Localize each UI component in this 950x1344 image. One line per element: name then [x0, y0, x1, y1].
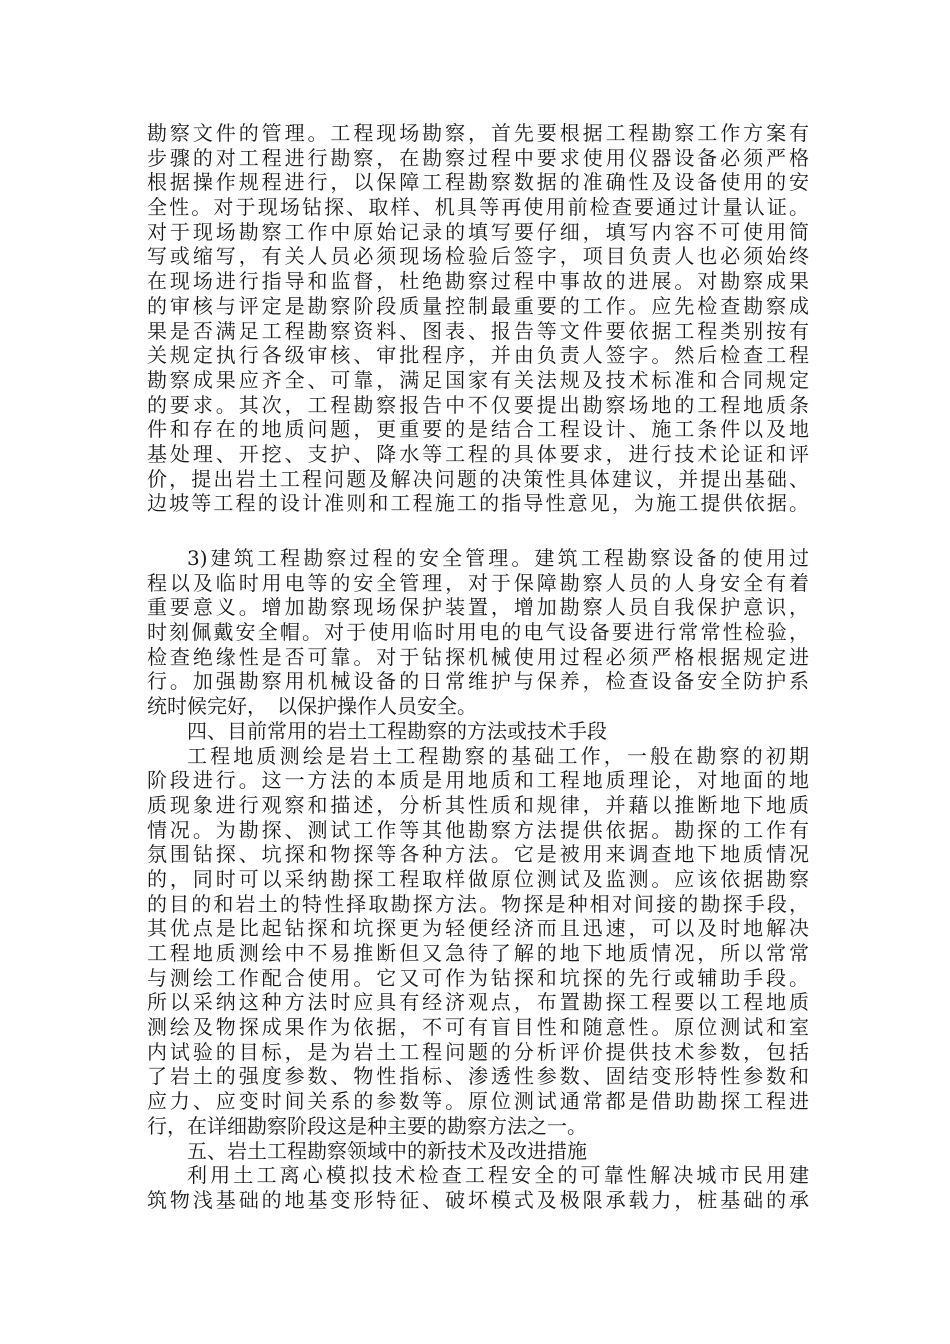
text-line: 质现象进行观察和描述，分析其性质和规律，并藉以推断地下地质: [147, 792, 809, 817]
text-line: 所以采纳这种方法时应具有经济观点，布置勘探工程要以工程地质: [147, 990, 809, 1015]
document-body-continued: [147, 546, 809, 1213]
text-line: 时刻佩戴安全帽。对于使用临时用电的电气设备要进行常常性检验，: [147, 620, 809, 645]
text-line: 筑物浅基础的地基变形特征、破坏模式及极限承载力，桩基础的承: [147, 1187, 809, 1212]
text-line: 写或缩写，有关人员必须现场检验后签字，项目负责人也必须始终: [147, 244, 809, 269]
text-line: 3)建筑工程勘察过程的安全管理。建筑工程勘察设备的使用过: [187, 546, 809, 570]
section-heading-4: 四、目前常用的岩土工程勘察的方法或技术手段: [187, 718, 607, 743]
text-line: 关规定执行各级审核、审批程序，并由负责人签字。然后检查工程: [147, 343, 809, 368]
text-line: 行。加强勘察用机械设备的日常维护与保养，检查设备安全防护系: [147, 669, 809, 694]
text-line: 程以及临时用电等的安全管理，对于保障勘察人员的人身安全有着: [147, 570, 809, 595]
text-line: 重要意义。增加勘察现场保护装置，增加勘察人员自我保护意识，: [147, 595, 809, 620]
text-line: 的目的和岩土的特性择取勘探方法。物探是种相对间接的勘探手段，: [147, 891, 809, 916]
text-line: 的，同时可以采纳勘探工程取样做原位测试及监测。应该依据勘察: [147, 866, 809, 891]
text-line: 边坡等工程的设计准则和工程施工的指导性意见，为施工提供依据。: [147, 491, 809, 516]
text-line: 测绘及物探成果作为依据，不可有盲目性和随意性。原位测试和室: [147, 1015, 809, 1040]
text-line: 与测绘工作配合使用。它又可作为钻探和坑探的先行或辅助手段。: [147, 965, 809, 990]
text-line: 对于现场勘察工作中原始记录的填写要仔细，填写内容不可使用简: [147, 219, 809, 244]
text-line: 勘察文件的管理。工程现场勘察，首先要根据工程勘察工作方案有: [147, 121, 809, 145]
text-line: 阶段进行。这一方法的本质是用地质和工程地质理论，对地面的地: [147, 768, 809, 793]
text-line: 的要求。其次，工程勘察报告中不仅要提出勘察场地的工程地质条: [147, 392, 809, 417]
text-line: 统时候完好， 以保护操作人员安全。: [147, 694, 477, 719]
text-line: 果是否满足工程勘察资料、图表、报告等文件要依据工程类别按有: [147, 318, 809, 343]
text-line: 价，提出岩土工程问题及解决问题的决策性具体建议，并提出基础、: [147, 466, 809, 491]
text-line: 情况。为勘探、测试工作等其他勘察方法提供依据。勘探的工作有: [147, 817, 809, 842]
text-line: 在现场进行指导和监督，杜绝勘察过程中事故的进展。对勘察成果: [147, 269, 809, 294]
text-line: 工程地质测绘是岩土工程勘察的基础工作，一般在勘察的初期: [187, 743, 809, 768]
text-line: 工程地质测绘中不易推断但又急待了解的地下地质情况，所以常常: [147, 941, 809, 965]
text-line: 全性。对于现场钻探、取样、机具等再使用前检查要通过计量认证。: [147, 195, 809, 220]
section-heading-5: 五、岩土工程勘察领域中的新技术及改进措施: [187, 1138, 587, 1163]
text-line: 件和存在的地质问题，更重要的是结合工程设计、施工条件以及地: [147, 417, 809, 442]
text-line: 基处理、开挖、支护、降水等工程的具体要求，进行技术论证和评: [147, 441, 809, 466]
text-line: 检查绝缘性是否可靠。对于钻探机械使用过程必须严格根据规定进: [147, 644, 809, 669]
text-line: 行，在详细勘察阶段这是种主要的勘察方法之一。: [147, 1113, 587, 1138]
text-line: 勘察成果应齐全、可靠，满足国家有关法规及技术标准和合同规定: [147, 367, 809, 392]
paragraph-survey-document-management: [147, 121, 809, 516]
text-line: 根据操作规程进行，以保障工程勘察数据的准确性及设备使用的安: [147, 170, 809, 195]
text-line: 利用土工离心模拟技术检查工程安全的可靠性解决城市民用建: [187, 1163, 809, 1188]
text-line: 应力、应变时间关系的参数等。原位测试通常都是借助勘探工程进: [147, 1089, 809, 1114]
text-line: 氛围钻探、坑探和物探等各种方法。它是被用来调查地下地质情况: [147, 842, 809, 867]
text-line: 内试验的目标，是为岩土工程问题的分析评价提供技术参数，包括: [147, 1039, 809, 1064]
text-line: 的审核与评定是勘察阶段质量控制最重要的工作。应先检查勘察成: [147, 293, 809, 318]
text-line: 了岩土的强度参数、物性指标、渗透性参数、固结变形特性参数和: [147, 1064, 809, 1089]
text-line: 其优点是比起钻探和坑探更为轻便经济而且迅速，可以及时地解决: [147, 916, 809, 941]
text-line: 步骤的对工程进行勘察，在勘察过程中要求使用仪器设备必须严格: [147, 145, 809, 170]
